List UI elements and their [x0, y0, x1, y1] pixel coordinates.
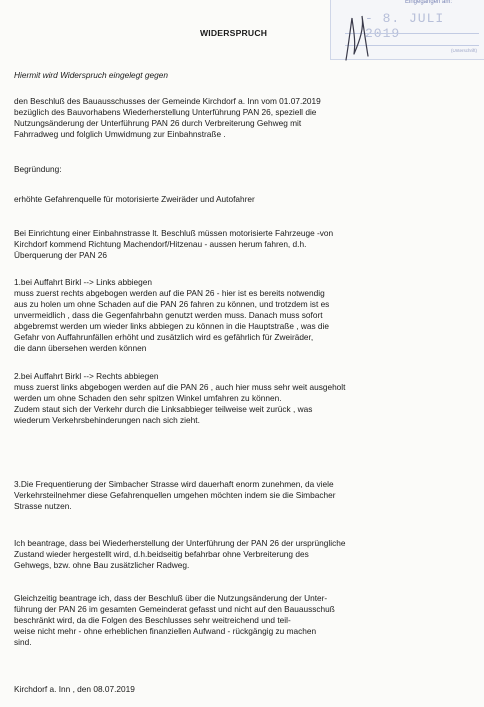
list-item-heading: 3.Die Frequentierung der Simbacher Strasse wird dauerhaft enorm zunehmen, da viele: [14, 479, 334, 489]
list-item-heading: 2.bei Auffahrt Birkl --> Rechts abbiegen: [14, 371, 159, 381]
text-line: Gefahr von Auffahrunfällen erhöht und zusätzlich wird es gefährlich für Zweiräder,: [14, 332, 314, 342]
text-line: Verkehrsteilnehmer diese Gefahrenquellen umgehen möchten indem sie die Simbacher: [14, 490, 336, 500]
intro-line: Hiermit wird Widerspruch eingelegt gegen: [14, 70, 168, 80]
text-line: den Beschluß des Bauausschusses der Gemeinde Kirchdorf a. Inn vom 01.07.2019: [14, 96, 321, 106]
text-line: muss zuerst links abgebogen werden auf die PAN 26 , auch hier muss sehr weit ausgeholt: [14, 382, 346, 392]
text-line: bezüglich des Bauvorhabens Wiederherstellung Unterführung PAN 26, speziell die: [14, 107, 317, 117]
text-line: Gehwegs, bzw. ohne Bau zusätzlicher Radweg.: [14, 560, 190, 570]
text-line: unvermeidlich , dass die Gegenfahrbahn genutzt werden muss. Danach muss sofort: [14, 310, 323, 320]
text-line: Nutzungsänderung der Unterführung PAN 26 durch Verbreiterung Gehweg mit: [14, 118, 302, 128]
text-line: die dann übersehen werden können: [14, 343, 147, 353]
document-title: WIDERSPRUCH: [200, 28, 268, 38]
stamp-signature-label: (Unterschrift): [450, 48, 477, 53]
text-line: wiederum Verkehrsbehinderungen nach sich zieht.: [14, 415, 200, 425]
text-line: Kirchdorf kommend Richtung Machendorf/Hitzenau - aussen herum fahren, d.h.: [14, 239, 307, 249]
section-heading: Begründung:: [14, 164, 62, 174]
text-line: Gleichzeitig beantrage ich, dass der Beschluß über die Nutzungsänderung der Unter-: [14, 593, 328, 603]
text-line: weise nicht mehr - ohne erheblichen finanziellen Aufwand - rückgängig zu machen: [14, 626, 317, 636]
text-line: Überquerung der PAN 26: [14, 250, 108, 260]
text-line: Zustand wieder hergestellt wird, d.h.beidseitig befahrbar ohne Verbreiterung des: [14, 549, 309, 559]
text-line: Ich beantrage, dass bei Wiederherstellung der Unterführung der PAN 26 der ursprüngliche: [14, 538, 346, 548]
list-item-heading: 1.bei Auffahrt Birkl --> Links abbiegen: [14, 277, 152, 287]
text-line: Strasse nutzen.: [14, 501, 72, 511]
text-line: abgebremst werden um wieder links abbiegen zu können in die Hauptstraße , was die: [14, 321, 329, 331]
text-line: erhöhte Gefahrenquelle für motorisierte Zweiräder und Autofahrer: [14, 194, 255, 204]
handwritten-signature: [332, 10, 388, 62]
text-line: beschränkt wird, da die Folgen des Beschlusses sehr weitreichend und teil-: [14, 615, 291, 625]
text-line: Fahrradweg und folglich Umwidmung zur Einbahnstraße .: [14, 129, 226, 139]
text-line: werden um ohne Schaden den sehr spitzen Winkel umfahren zu können.: [14, 393, 282, 403]
text-line: muss zuerst rechts abgebogen werden auf die PAN 26 - hier ist es bereits notwendig: [14, 288, 325, 298]
text-line: Zudem staut sich der Verkehr durch die Linksabbieger teilweise weit zurück , was: [14, 404, 313, 414]
stamp-received-label: Eingegangen am:: [405, 0, 453, 5]
text-line: sind.: [14, 637, 32, 647]
place-date-line: Kirchdorf a. Inn , den 08.07.2019: [14, 684, 135, 694]
text-line: führung der PAN 26 im gesamten Gemeinderat gefasst und nicht auf den Bauausschuß: [14, 604, 335, 614]
text-line: Bei Einrichtung einer Einbahnstrasse lt. Beschluß müssen motorisierte Fahrzeuge -von: [14, 228, 334, 238]
text-line: aus zu holen um ohne Schaden auf die PAN 26 fahren zu können, und trotzdem ist es: [14, 299, 330, 309]
stamp-date: - 8. JULI 2019: [365, 11, 445, 41]
